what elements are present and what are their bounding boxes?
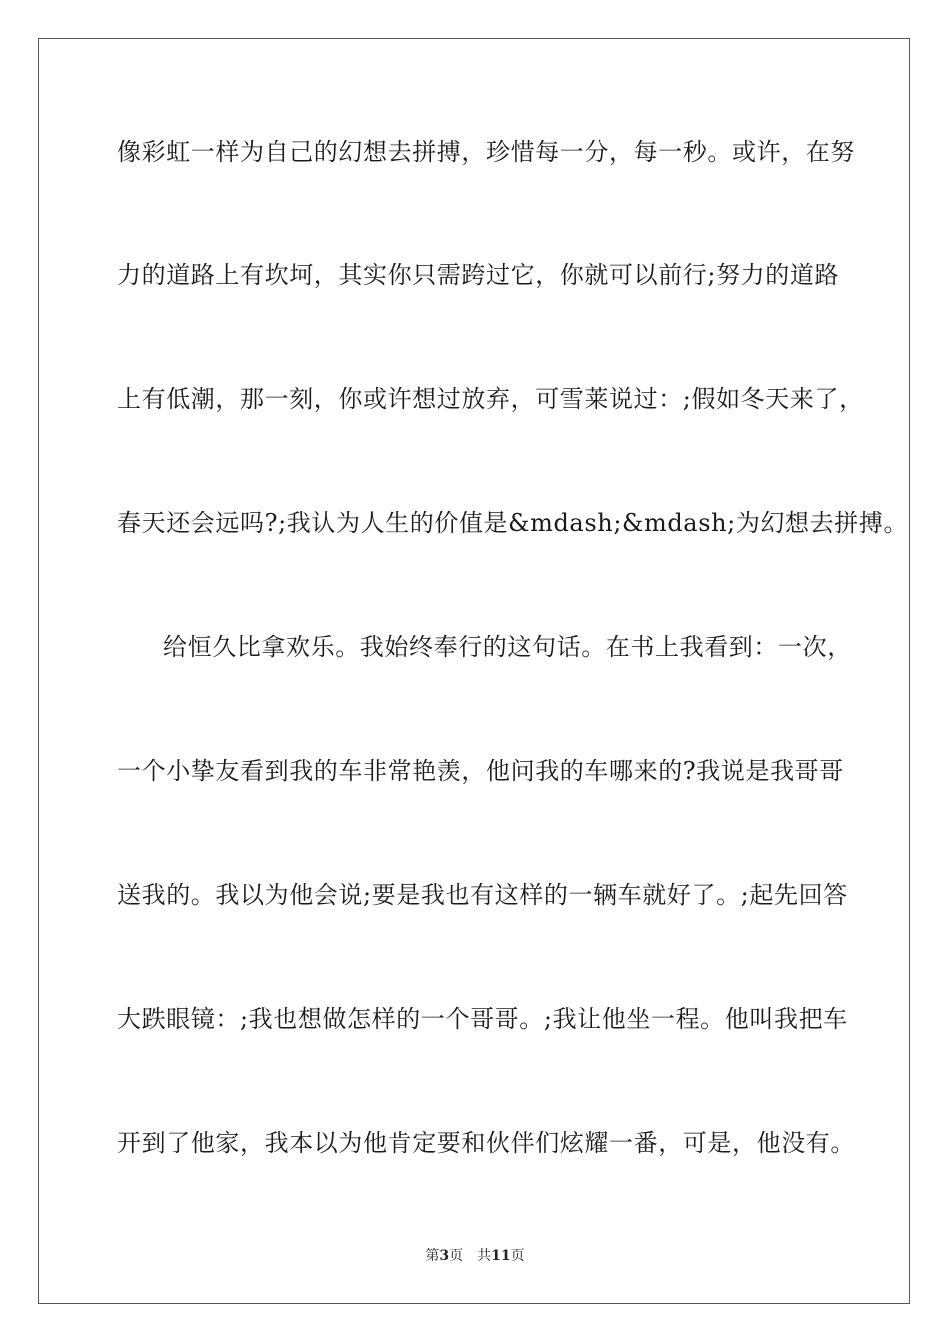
total-prefix: 共	[477, 1248, 492, 1264]
text-line: 春天还会远吗?;我认为人生的价值是&mdash;&mdash;为幻想去拼搏。	[117, 509, 909, 537]
page-footer	[0, 1247, 950, 1265]
page-prefix: 第	[425, 1248, 440, 1264]
page-border	[38, 38, 910, 1304]
text-line: 送我的。我以为他会说;要是我也有这样的一辆车就好了。;起先回答	[117, 881, 848, 909]
text-line: 上有低潮，那一刻，你或许想过放弃，可雪莱说过：;假如冬天来了，	[117, 385, 864, 413]
text-line: 一个小挚友看到我的车非常艳羡，他问我的车哪来的?我说是我哥哥	[117, 757, 844, 785]
text-line: 开到了他家，我本以为他肯定要和伙伴们炫耀一番，可是，他没有。	[117, 1129, 855, 1157]
page-number: 3	[439, 1248, 450, 1264]
text-line: 力的道路上有坎坷，其实你只需跨过它，你就可以前行;努力的道路	[117, 261, 840, 289]
page-suffix: 页	[449, 1248, 464, 1264]
page-total: 11	[491, 1248, 511, 1264]
paragraph-first-line: 给恒久比拿欢乐。我始终奉行的这句话。在书上我看到：一次，	[163, 633, 852, 661]
total-suffix: 页	[510, 1248, 525, 1264]
text-line: 像彩虹一样为自己的幻想去拼搏，珍惜每一分，每一秒。或许，在努	[117, 138, 855, 166]
text-line: 大跌眼镜：;我也想做怎样的一个哥哥。;我让他坐一程。他叫我把车	[117, 1005, 848, 1033]
